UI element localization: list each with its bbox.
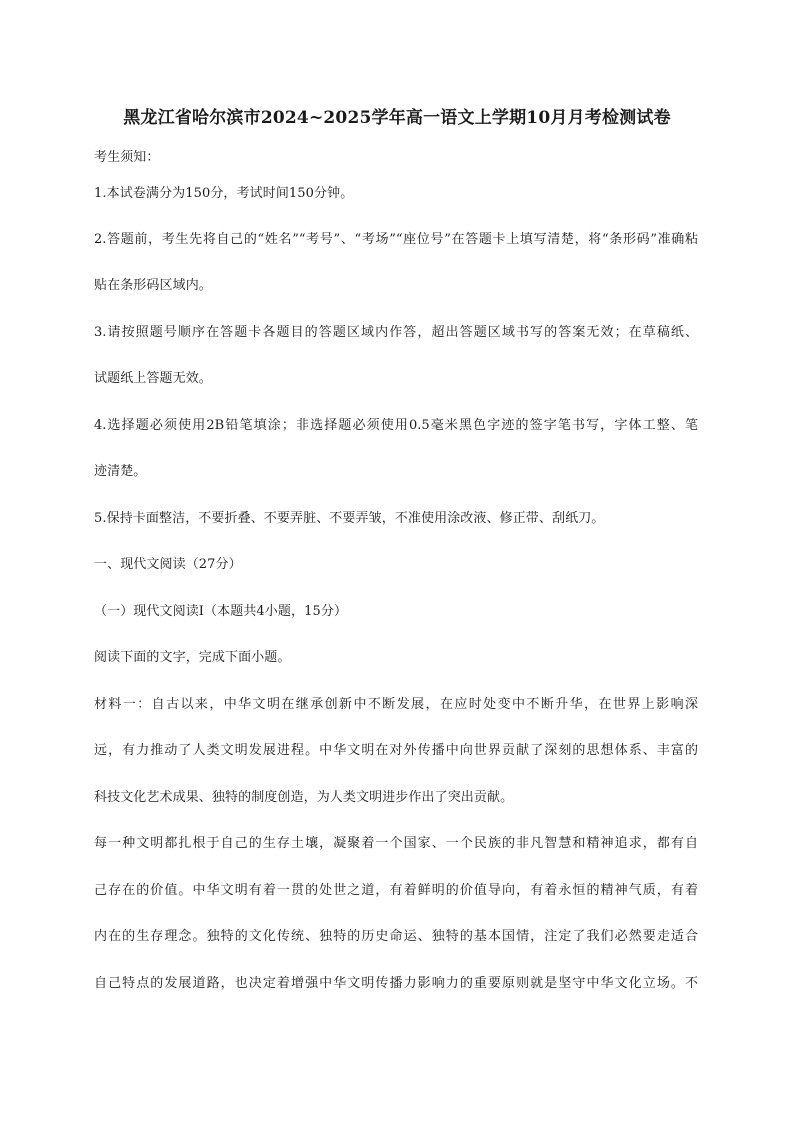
passage-line-2: 远，有力推动了人类文明发展进程。中华文明在对外传播中向世界贡献了深刻的思想体系、丰富的 [94, 743, 698, 758]
passage-line-3: 科技文化艺术成果、独特的制度创造，为人类文明进步作出了突出贡献。 [94, 790, 514, 805]
notice-item-4: 4.选择题必须使用2B铅笔填涂；非选择题必须使用0.5毫米黑色字迹的签字笔书写，字体工整、笔 [94, 418, 698, 433]
reading-instruction: 阅读下面的文字，完成下面小题。 [94, 650, 291, 665]
notice-item-4-cont: 迹清楚。 [94, 464, 147, 479]
section-heading: 一、现代文阅读（27分） [94, 557, 242, 572]
notice-item-2: 2.答题前，考生先将自己的“姓名”“考号”、“考场”“座位号”在答题卡上填写清楚，将“条形码”准确粘 [94, 232, 698, 247]
passage-line-1: 材料一：自古以来，中华文明在继承创新中不断发展，在应时处变中不断升华，在世界上影响深 [94, 697, 698, 712]
notice-item-5: 5.保持卡面整洁，不要折叠、不要弄脏、不要弄皱，不准使用涂改液、修正带、刮纸刀。 [94, 511, 605, 526]
notice-item-2-cont: 贴在条形码区域内。 [94, 278, 212, 293]
passage-line-4: 每一种文明都扎根于自己的生存土壤，凝聚着一个国家、一个民族的非凡智慧和精神追求，都有自 [94, 836, 698, 851]
notice-item-1: 1.本试卷满分为150分，考试时间150分钟。 [94, 186, 354, 201]
passage-line-6: 内在的生存理念。独特的文化传统、独特的历史命运、独特的基本国情，注定了我们必然要走适合 [94, 929, 698, 944]
exam-title: 黑龙江省哈尔滨市2024~2025学年高一语文上学期10月月考检测试卷 [123, 108, 671, 128]
section-subheading: （一）现代文阅读I（本题共4小题，15分） [94, 604, 348, 619]
passage-line-5: 己存在的价值。中华文明有着一贯的处世之道，有着鲜明的价值导向，有着永恒的精神气质，有着 [94, 883, 698, 898]
notice-item-3-cont: 试题纸上答题无效。 [94, 371, 212, 386]
notice-item-3: 3.请按照题号顺序在答题卡各题目的答题区域内作答，超出答题区域书写的答案无效；在草稿纸、 [94, 325, 698, 340]
passage-line-7: 自己特点的发展道路，也决定着增强中华文明传播力影响力的重要原则就是坚守中华文化立场。不 [94, 976, 698, 991]
notice-heading: 考生须知： [94, 150, 160, 165]
